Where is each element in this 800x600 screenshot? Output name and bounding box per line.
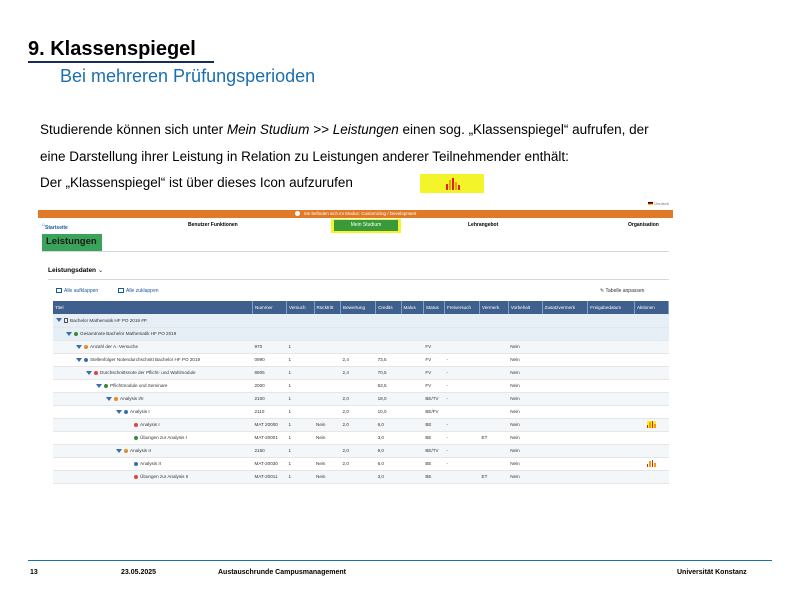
table-row[interactable] — [53, 314, 669, 327]
table-cell: 1 — [286, 431, 314, 444]
table-cell — [542, 457, 588, 470]
table-cell: 2,0 — [341, 405, 376, 418]
table-cell: FV — [423, 353, 444, 366]
table-cell — [341, 470, 376, 483]
column-header[interactable]: Aktionen — [634, 301, 668, 314]
table-cell — [401, 418, 423, 431]
collapse-icon — [118, 288, 124, 293]
body-line-3: Der „Klassenspiegel“ ist über dieses Icon aufzurufen — [40, 175, 353, 190]
table-cell — [634, 327, 668, 340]
expand-toggle-icon[interactable] — [116, 449, 122, 453]
table-cell: BE — [423, 431, 444, 444]
row-title: Pflichtmodule und Seminare — [110, 383, 168, 388]
node-type-icon — [84, 345, 88, 349]
panel-title[interactable] — [48, 266, 103, 274]
table-cell — [423, 327, 444, 340]
table-cell — [542, 379, 588, 392]
table-cell: 10,0 — [376, 405, 401, 418]
top-strip — [38, 201, 673, 209]
table-cell: - — [445, 418, 480, 431]
table-cell: 2,0 — [341, 444, 376, 457]
table-cell — [253, 314, 287, 327]
table-cell — [588, 392, 635, 405]
column-header[interactable]: Status — [423, 301, 444, 314]
table-cell: 6,0 — [376, 418, 401, 431]
column-header[interactable]: Titel — [53, 301, 253, 314]
table-cell: Nein — [508, 405, 542, 418]
table-cell — [542, 470, 588, 483]
column-header[interactable]: Freigabedatum — [588, 301, 635, 314]
row-title-cell — [53, 418, 253, 431]
table-cell: Nein — [508, 392, 542, 405]
table-row[interactable] — [53, 418, 669, 431]
column-header[interactable]: Vorbehalt — [508, 301, 542, 314]
table-cell — [314, 340, 341, 353]
column-header[interactable]: Nummer — [253, 301, 287, 314]
table-cell — [480, 418, 509, 431]
table-cell: 2,0 — [341, 418, 376, 431]
row-title: Durchschnittsnote der Pflicht- und Wahlmodule — [100, 370, 196, 375]
table-cell — [314, 327, 341, 340]
table-cell — [542, 405, 588, 418]
table-cell: 6,0 — [376, 457, 401, 470]
table-cell — [376, 314, 401, 327]
column-header[interactable]: Versuch — [286, 301, 314, 314]
nav-organisation[interactable]: Organisation — [628, 222, 659, 228]
table-cell — [401, 470, 423, 483]
footer-event: Austauschrunde Campusmanagement — [218, 569, 346, 576]
node-type-icon — [124, 449, 128, 453]
row-title-cell — [53, 470, 253, 483]
table-cell — [542, 366, 588, 379]
table-cell — [314, 444, 341, 457]
table-cell: 1 — [286, 392, 314, 405]
table-cell: - — [445, 379, 480, 392]
table-cell — [542, 353, 588, 366]
row-title: Stellenfolger Notendurchschnitt Bachelor HF PO 2019 — [90, 357, 201, 362]
column-header[interactable]: Zusatzvermerk — [542, 301, 588, 314]
table-cell — [286, 327, 314, 340]
table-cell: Nein — [508, 470, 542, 483]
table-cell — [401, 353, 423, 366]
divider — [42, 251, 669, 252]
table-cell — [542, 392, 588, 405]
table-cell: FV — [423, 379, 444, 392]
table-cell: FV — [423, 366, 444, 379]
table-cell — [480, 392, 509, 405]
table-cell — [634, 340, 668, 353]
table-cell: Nein — [314, 431, 341, 444]
table-cell — [588, 405, 635, 418]
table-row[interactable] — [53, 470, 669, 483]
row-title: Übungen zur Analysis I — [140, 435, 187, 440]
table-cell — [314, 405, 341, 418]
table-cell — [634, 392, 668, 405]
table-cell: Nein — [314, 418, 341, 431]
node-type-icon — [134, 436, 138, 440]
table-cell — [314, 366, 341, 379]
table-cell — [542, 418, 588, 431]
panel-title-label: Leistungsdaten — [48, 267, 97, 274]
table-cell — [341, 431, 376, 444]
table-cell — [634, 353, 668, 366]
table-cell: Nein — [508, 418, 542, 431]
expand-icon — [56, 288, 62, 293]
campus-screenshot — [38, 201, 673, 487]
row-title-cell — [53, 405, 253, 418]
table-cell — [480, 444, 509, 457]
table-cell — [401, 327, 423, 340]
table-cell — [314, 353, 341, 366]
table-cell: 1 — [286, 444, 314, 457]
table-cell — [588, 444, 635, 457]
table-cell — [634, 418, 668, 431]
table-cell — [341, 327, 376, 340]
table-row[interactable] — [53, 353, 669, 366]
section-title: Leistungen — [46, 236, 97, 247]
adjust-table-label: Tabelle anpassen — [605, 288, 645, 294]
table-cell: 970 — [253, 340, 287, 353]
nav-benutzer-funktionen[interactable]: Benutzer Funktionen — [188, 222, 238, 228]
table-cell — [634, 457, 668, 470]
table-cell: ET — [480, 470, 509, 483]
bar-chart-icon[interactable] — [647, 421, 656, 428]
node-type-icon — [134, 462, 138, 466]
table-cell: BE — [423, 418, 444, 431]
table-cell: 1 — [286, 353, 314, 366]
table-cell — [588, 418, 635, 431]
table-cell — [634, 431, 668, 444]
node-type-icon — [124, 410, 128, 414]
table-cell — [401, 431, 423, 444]
table-cell: Nein — [508, 457, 542, 470]
column-header[interactable]: Freiversuch — [445, 301, 480, 314]
table-cell — [588, 470, 635, 483]
table-cell — [253, 327, 287, 340]
nav-home-label: Startseite — [45, 225, 68, 231]
table-cell: 2,4 — [341, 353, 376, 366]
node-type-icon — [84, 358, 88, 362]
info-icon — [295, 211, 300, 216]
row-title-cell — [53, 340, 253, 353]
table-cell: 2,4 — [341, 366, 376, 379]
column-header[interactable]: Credits — [376, 301, 401, 314]
table-cell — [401, 379, 423, 392]
row-title-cell — [53, 379, 253, 392]
table-row[interactable] — [53, 457, 669, 470]
table-cell: 8905 — [253, 366, 287, 379]
expand-all-label: Alle aufklappen — [64, 288, 99, 294]
table-cell: Nein — [508, 379, 542, 392]
table-cell: - — [445, 353, 480, 366]
table-cell — [634, 379, 668, 392]
body-line-1-part-a: Studierende können sich unter — [40, 122, 227, 137]
collapse-all-button[interactable] — [118, 288, 159, 294]
table-cell: 70,5 — [376, 366, 401, 379]
table-cell — [588, 353, 635, 366]
row-title: Übungen zur Analysis II — [140, 474, 189, 479]
table-cell — [341, 340, 376, 353]
table-cell: FV — [423, 340, 444, 353]
footer-org: Universität Konstanz — [677, 569, 747, 576]
table-cell: Nein — [508, 444, 542, 457]
node-type-icon — [104, 384, 108, 388]
table-cell: 1 — [286, 457, 314, 470]
table-cell — [542, 444, 588, 457]
table-row[interactable] — [53, 405, 669, 418]
collapse-all-label: Alle zuklappen — [126, 288, 159, 294]
table-cell — [588, 314, 635, 327]
table-cell — [314, 314, 341, 327]
table-cell: Nein — [314, 457, 341, 470]
row-title-cell — [53, 353, 253, 366]
table-cell: 2100 — [253, 392, 287, 405]
table-cell — [401, 444, 423, 457]
pencil-icon: ✎ — [600, 288, 605, 294]
bar-chart-icon[interactable] — [647, 460, 656, 467]
table-cell — [401, 366, 423, 379]
table-cell — [341, 379, 376, 392]
table-cell — [480, 379, 509, 392]
table-row[interactable] — [53, 327, 669, 340]
table-cell — [588, 431, 635, 444]
row-title: Analysis I/II — [120, 396, 144, 401]
expand-toggle-icon[interactable] — [86, 371, 92, 375]
table-row[interactable] — [53, 444, 669, 457]
table-header-row — [53, 301, 669, 314]
table-cell: 2000 — [253, 379, 287, 392]
table-cell: Nein — [508, 366, 542, 379]
adjust-table-button[interactable] — [600, 288, 644, 294]
body-line-2: eine Darstellung ihrer Leistung in Relation zu Leistungen anderer Teilnehmender enthält: — [40, 149, 569, 164]
table-cell — [314, 392, 341, 405]
node-type-icon — [94, 371, 98, 375]
column-header[interactable]: Rücktritt — [314, 301, 341, 314]
divider — [48, 279, 669, 280]
table-cell — [542, 314, 588, 327]
table-cell — [480, 405, 509, 418]
body-line-1-path: Mein Studium >> Leistungen — [226, 122, 399, 137]
page-number: 13 — [30, 569, 38, 576]
mode-banner-text: Sie befinden sich im Modus: Customizing / Development — [303, 211, 417, 216]
table-row[interactable] — [53, 366, 669, 379]
row-title-cell — [53, 327, 253, 340]
table-cell — [480, 366, 509, 379]
table-cell — [401, 405, 423, 418]
table-cell: 1 — [286, 470, 314, 483]
table-cell: 1 — [286, 418, 314, 431]
table-cell: 1 — [286, 405, 314, 418]
row-title-cell — [53, 444, 253, 457]
table-cell: 1 — [286, 379, 314, 392]
table-cell — [401, 340, 423, 353]
table-cell: Nein — [508, 353, 542, 366]
table-cell: - — [445, 392, 480, 405]
table-cell — [588, 457, 635, 470]
table-row[interactable] — [53, 392, 669, 405]
table-row[interactable] — [53, 431, 669, 444]
table-cell — [634, 470, 668, 483]
slide-title: 9. Klassenspiegel — [28, 38, 196, 60]
body-line-1-part-c: einen sog. „Klassenspiegel“ aufrufen, der — [398, 122, 649, 137]
table-cell — [480, 457, 509, 470]
table-cell — [286, 314, 314, 327]
row-title-cell — [53, 431, 253, 444]
title-underline — [28, 61, 214, 63]
table-cell — [401, 392, 423, 405]
column-header[interactable]: Bewertung — [341, 301, 376, 314]
table-cell: - — [445, 444, 480, 457]
language-label: Deutsch — [654, 201, 669, 206]
expand-toggle-icon[interactable] — [76, 345, 82, 349]
table-cell: BE/FV — [423, 405, 444, 418]
table-cell: 3,0 — [376, 431, 401, 444]
row-title-cell — [53, 366, 253, 379]
results-table — [53, 301, 669, 484]
table-cell: - — [445, 457, 480, 470]
row-title: Bachelor Mathematik HF PO 2019 #P — [70, 317, 147, 323]
footer-rule — [28, 560, 772, 561]
table-cell: Nein — [508, 340, 542, 353]
language-switch[interactable] — [648, 201, 669, 206]
table-cell: BE — [423, 470, 444, 483]
table-cell — [588, 379, 635, 392]
row-title: Analysis II — [140, 461, 161, 466]
expand-toggle-icon[interactable] — [96, 384, 102, 388]
table-cell: BE — [423, 457, 444, 470]
table-cell — [376, 327, 401, 340]
table-cell — [634, 444, 668, 457]
table-cell — [445, 405, 480, 418]
table-cell — [588, 340, 635, 353]
table-cell — [423, 314, 444, 327]
document-icon — [64, 318, 68, 323]
table-cell — [588, 366, 635, 379]
table-cell: BE/TV — [423, 444, 444, 457]
table-cell — [634, 314, 668, 327]
table-cell: 2,0 — [341, 457, 376, 470]
table-cell: 18,0 — [376, 392, 401, 405]
node-type-icon — [114, 397, 118, 401]
table-cell — [508, 314, 542, 327]
nav-lehrangebot[interactable]: Lehrangebot — [468, 222, 499, 228]
bar-chart-icon[interactable] — [446, 178, 460, 190]
table-cell — [634, 405, 668, 418]
slide-subtitle: Bei mehreren Prüfungsperioden — [60, 66, 316, 86]
table-cell: MAT-20001 — [253, 431, 287, 444]
table-cell — [341, 314, 376, 327]
column-header[interactable]: Malus — [401, 301, 423, 314]
table-cell — [376, 340, 401, 353]
table-cell — [445, 327, 480, 340]
table-cell: 2110 — [253, 405, 287, 418]
table-cell: 1 — [286, 340, 314, 353]
table-cell: 2150 — [253, 444, 287, 457]
table-cell: MAT 20000 — [253, 418, 287, 431]
expand-toggle-icon[interactable] — [116, 410, 122, 414]
table-cell — [542, 340, 588, 353]
body-line-1 — [40, 122, 649, 138]
table-cell: 63,5 — [376, 379, 401, 392]
table-cell: 73,5 — [376, 353, 401, 366]
table-row[interactable] — [53, 379, 669, 392]
table-cell — [445, 314, 480, 327]
column-header[interactable]: Vermerk — [480, 301, 509, 314]
row-title: Analysis I — [130, 409, 150, 414]
nav-mein-studium[interactable]: Mein Studium — [334, 220, 398, 231]
table-cell: - — [445, 431, 480, 444]
table-cell — [445, 470, 480, 483]
expand-toggle-icon[interactable] — [66, 332, 72, 336]
table-cell — [508, 327, 542, 340]
table-cell — [542, 431, 588, 444]
table-cell — [401, 457, 423, 470]
table-cell — [314, 379, 341, 392]
table-cell: 2,0 — [341, 392, 376, 405]
node-type-icon — [74, 332, 78, 336]
table-cell: BE/TV — [423, 392, 444, 405]
table-cell: Nein — [314, 470, 341, 483]
expand-toggle-icon[interactable] — [56, 318, 62, 322]
table-cell — [445, 340, 480, 353]
node-type-icon — [134, 423, 138, 427]
table-cell — [634, 366, 668, 379]
table-cell — [480, 327, 509, 340]
table-cell: MAT-20011 — [253, 470, 287, 483]
row-title: Anzahl der A.-Versuche — [90, 344, 139, 349]
mode-banner — [38, 210, 673, 218]
chevron-down-icon: ⌄ — [97, 267, 104, 274]
expand-all-button[interactable] — [56, 288, 98, 294]
table-cell — [480, 314, 509, 327]
row-title-cell — [53, 457, 253, 470]
footer-date: 23.05.2025 — [121, 569, 157, 576]
expand-toggle-icon[interactable] — [106, 397, 112, 401]
expand-toggle-icon[interactable] — [76, 358, 82, 362]
nav-home[interactable]: ⌂ Startseite — [42, 222, 68, 231]
row-title: Analysis II — [130, 448, 151, 453]
table-cell — [588, 327, 635, 340]
table-cell — [401, 314, 423, 327]
flag-icon — [648, 202, 653, 205]
row-title-cell — [53, 392, 253, 405]
table-cell — [542, 327, 588, 340]
table-cell: 1 — [286, 366, 314, 379]
table-row[interactable] — [53, 340, 669, 353]
icon-highlight — [420, 174, 484, 193]
table-cell: 9,0 — [376, 444, 401, 457]
row-title-cell — [53, 314, 253, 327]
table-cell: 0990 — [253, 353, 287, 366]
table-cell — [480, 353, 509, 366]
table-cell: 3,0 — [376, 470, 401, 483]
table-cell: Nein — [508, 431, 542, 444]
table-cell: MAT-20030 — [253, 457, 287, 470]
table-cell: ET — [480, 431, 509, 444]
node-type-icon — [134, 475, 138, 479]
row-title: Analysis I — [140, 422, 160, 427]
table-cell — [480, 340, 509, 353]
row-title: Gesamtnote Bachelor Mathematik HF PO 2019 — [80, 331, 177, 336]
table-cell: - — [445, 366, 480, 379]
